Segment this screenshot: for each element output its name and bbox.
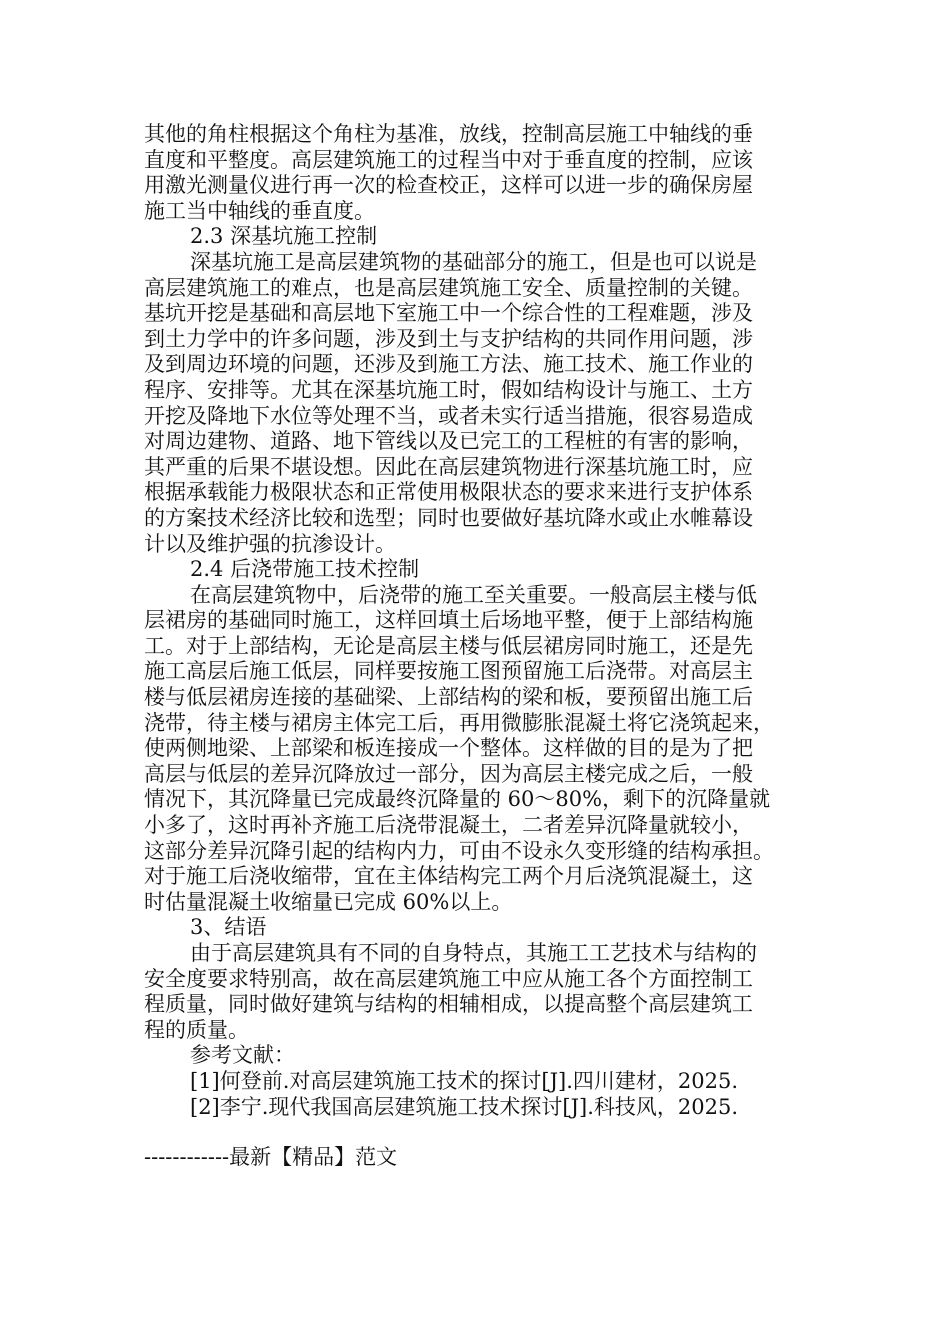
text-line: 安全度要求特别高，故在高层建筑施工中应从施工各个方面控制工	[144, 966, 753, 991]
text-line: 2.3 深基坑施工控制	[190, 224, 378, 249]
text-line: 到土力学中的许多问题，涉及到土与支护结构的共同作用问题，涉	[144, 326, 753, 351]
text-line: 程质量，同时做好建筑与结构的相辅相成，以提高整个高层建筑工	[144, 992, 753, 1017]
text-line: 层裙房的基础同时施工，这样回填土后场地平整，便于上部结构施	[144, 608, 753, 633]
text-line: 直度和平整度。高层建筑施工的过程当中对于垂直度的控制，应该	[144, 147, 753, 172]
text-line: 用激光测量仪进行再一次的检查校正，这样可以进一步的确保房屋	[144, 173, 753, 198]
text-line: 计以及维护强的抗渗设计。	[144, 531, 396, 556]
text-line: 由于高层建筑具有不同的自身特点，其施工工艺技术与结构的	[190, 941, 757, 965]
text-line: 及到周边环境的问题，还涉及到施工方法、施工技术、施工作业的	[144, 352, 753, 377]
text-line: 程的质量。	[144, 1017, 249, 1042]
text-line: 程序、安排等。尤其在深基坑施工时，假如结构设计与施工、土方	[144, 377, 753, 402]
text-line: 这部分差异沉降引起的结构内力，可由不设永久变形缝的结构承担。	[144, 838, 774, 863]
text-line: 工。对于上部结构，无论是高层主楼与低层裙房同时施工，还是先	[144, 633, 753, 658]
text-line: 深基坑施工是高层建筑物的基础部分的施工，但是也可以说是	[190, 249, 757, 274]
text-line: [2]李宁.现代我国高层建筑施工技术探讨[J].科技风，2025.	[190, 1094, 739, 1119]
text-line: 的方案技术经济比较和选型；同时也要做好基坑降水或止水帷幕设	[144, 505, 753, 530]
text-line: 浇带，待主楼与裙房主体完工后，再用微膨胀混凝土将它浇筑起来，	[144, 710, 774, 735]
text-line: 施工高层后施工低层，同样要按施工图预留施工后浇带。对高层主	[144, 659, 753, 684]
text-line: 基坑开挖是基础和高层地下室施工中一个综合性的工程难题，涉及	[144, 301, 753, 326]
text-line: 高层建筑施工的难点，也是高层建筑施工安全、质量控制的关键。	[144, 275, 753, 300]
footer-text: ------------最新【精品】范文	[144, 1145, 398, 1169]
text-line: 开挖及降地下水位等处理不当，或者未实行适当措施，很容易造成	[144, 403, 753, 428]
text-line: 在高层建筑物中，后浇带的施工至关重要。一般高层主楼与低	[190, 582, 757, 607]
text-line: 对于施工后浇收缩带，宜在主体结构完工两个月后浇筑混凝土，这	[144, 864, 753, 889]
text-line: 3、结语	[190, 915, 267, 940]
text-line: 2.4 后浇带施工技术控制	[190, 557, 420, 582]
text-line: 使两侧地梁、上部梁和板连接成一个整体。这样做的目的是为了把	[144, 736, 753, 761]
text-line: 其他的角柱根据这个角柱为基准，放线，控制高层施工中轴线的垂	[144, 122, 753, 146]
text-line: 施工当中轴线的垂直度。	[144, 198, 375, 223]
text-line: [1]何登前.对高层建筑施工技术的探讨[J].四川建材，2025.	[190, 1068, 739, 1093]
text-line: 参考文献：	[190, 1043, 295, 1068]
text-line: 情况下，其沉降量已完成最终沉降量的 60～80%，剩下的沉降量就	[144, 787, 771, 812]
text-line: 楼与低层裙房连接的基础梁、上部结构的梁和板，要预留出施工后	[144, 685, 753, 710]
text-line: 对周边建物、道路、地下管线以及已完工的工程桩的有害的影响，	[144, 429, 753, 454]
text-line: 时估量混凝土收缩量已完成 60%以上。	[144, 889, 513, 914]
text-line: 小多了，这时再补齐施工后浇带混凝土，二者差异沉降量就较小，	[144, 813, 753, 838]
text-line: 根据承载能力极限状态和正常使用极限状态的要求来进行支护体系	[144, 480, 753, 505]
text-line: 其严重的后果不堪设想。因此在高层建筑物进行深基坑施工时，应	[144, 454, 753, 479]
text-line: 高层与低层的差异沉降放过一部分，因为高层主楼完成之后，一般	[144, 761, 753, 786]
document-body	[144, 122, 804, 1120]
